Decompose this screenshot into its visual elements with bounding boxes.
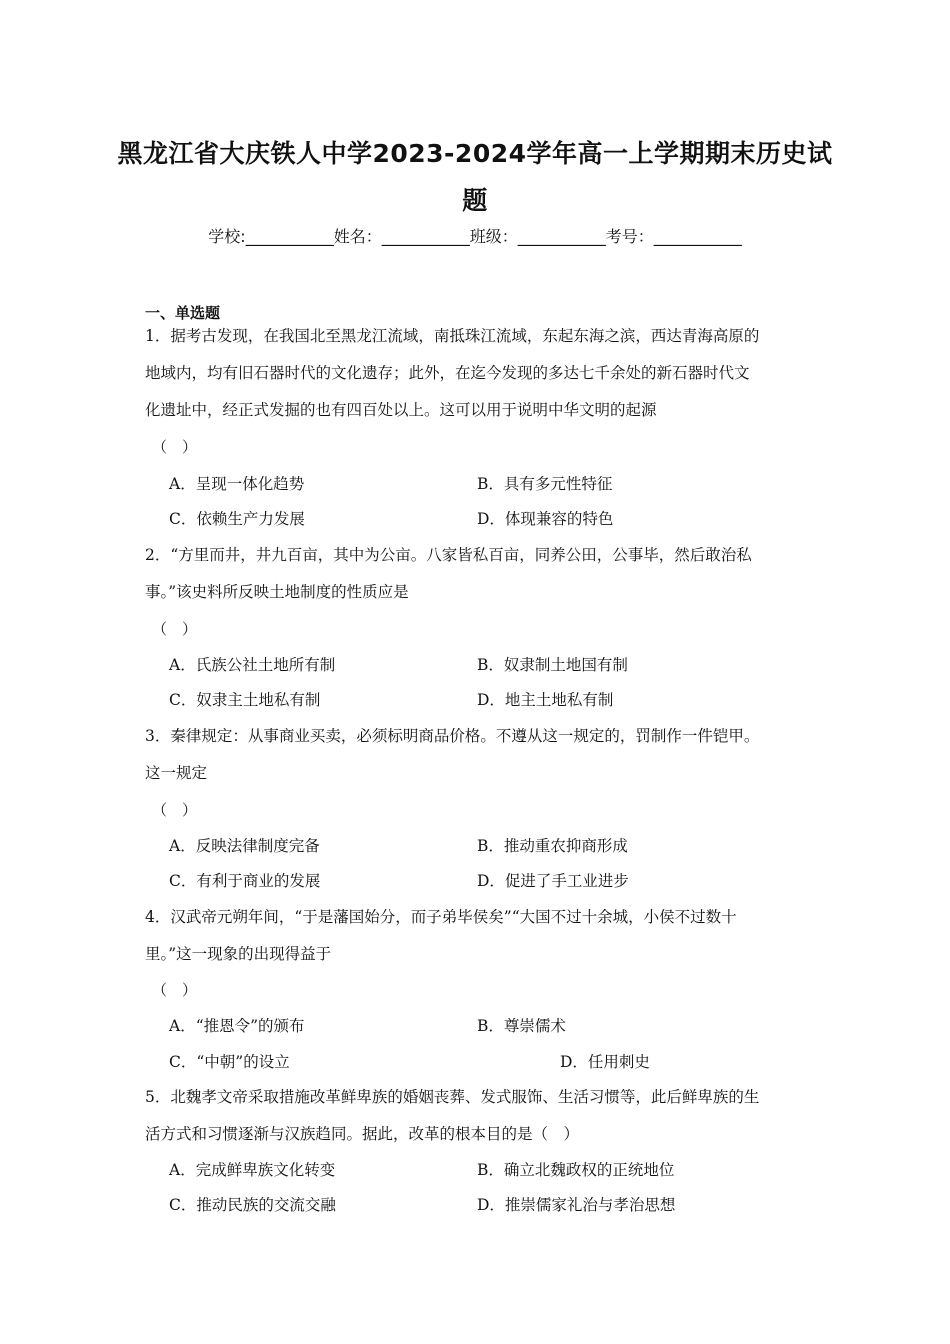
question-4-line: 4．汉武帝元朔年间，“于是藩国始分，而子弟毕侯矣”“大国不过十余城，小侯不过数十 (145, 908, 737, 926)
option-a: A．呈现一体化趋势 (169, 475, 305, 493)
question-5-line: 5．北魏孝文帝采取措施改革鲜卑族的婚姻丧葬、发式服饰、生活习惯等，此后鲜卑族的生 (145, 1088, 760, 1106)
option-d: D．推崇儒家礼治与孝治思想 (477, 1196, 676, 1214)
document-title: 黑龙江省大庆铁人中学2023-2024学年高一上学期期末历史试 (117, 139, 833, 168)
question-2-line: 事。”该史料所反映土地制度的性质应是 (145, 583, 409, 601)
question-2-line: 2．“方里而井，井九百亩，其中为公亩。八家皆私百亩，同养公田，公事毕，然后敢治私 (145, 546, 752, 564)
question-1-line: 地域内，均有旧石器时代的文化遗存；此外，在迄今发现的多达七千余处的新石器时代文 (145, 364, 750, 382)
option-d: D．体现兼容的特色 (477, 510, 614, 528)
option-b: B．确立北魏政权的正统地位 (477, 1161, 675, 1179)
question-3-line: 3．秦律规定：从事商业买卖，必须标明商品价格。不遵从这一规定的，罚制作一件铠甲。 (145, 727, 760, 745)
option-a: A．完成鲜卑族文化转变 (169, 1161, 336, 1179)
option-b: B．尊崇儒术 (477, 1017, 566, 1035)
question-1-line: 1．据考古发现，在我国北至黑龙江流域，南抵珠江流域，东起东海之滨，西达青海高原的 (145, 327, 760, 345)
document-title-continued: 题 (462, 186, 488, 215)
section-heading: 一、单选题 (145, 304, 221, 322)
option-a: A．氏族公社土地所有制 (169, 656, 336, 674)
student-info-line: 学校:___________姓名：___________班级：___________考号：___________ (208, 227, 742, 246)
question-3-line: 这一规定 (145, 764, 208, 782)
question-1-line: 化遗址中，经正式发掘的也有四百处以上。这可以用于说明中华文明的起源 (145, 401, 657, 419)
question-5-line: 活方式和习惯逐渐与汉族趋同。据此，改革的根本目的是（ ） (145, 1125, 580, 1143)
option-c: C．依赖生产力发展 (169, 510, 305, 528)
option-c: C．奴隶主土地私有制 (169, 691, 321, 709)
answer-parentheses: （ ） (152, 981, 198, 999)
option-c: C．有利于商业的发展 (169, 872, 321, 890)
option-d: D．地主土地私有制 (477, 691, 614, 709)
answer-parentheses: （ ） (152, 620, 198, 638)
question-4-line: 里。”这一现象的出现得益于 (145, 945, 332, 963)
option-b: B．推动重农抑商形成 (477, 837, 628, 855)
option-b: B．具有多元性特征 (477, 475, 613, 493)
answer-parentheses: （ ） (152, 438, 198, 456)
option-b: B．奴隶制土地国有制 (477, 656, 628, 674)
option-c: C．推动民族的交流交融 (169, 1196, 336, 1214)
option-c: C．“中朝”的设立 (169, 1053, 290, 1071)
option-a: A．反映法律制度完备 (169, 837, 320, 855)
answer-parentheses: （ ） (152, 801, 198, 819)
option-a: A．“推恩令”的颁布 (169, 1017, 305, 1035)
option-d: D．任用刺史 (560, 1053, 650, 1071)
option-d: D．促进了手工业进步 (477, 872, 629, 890)
